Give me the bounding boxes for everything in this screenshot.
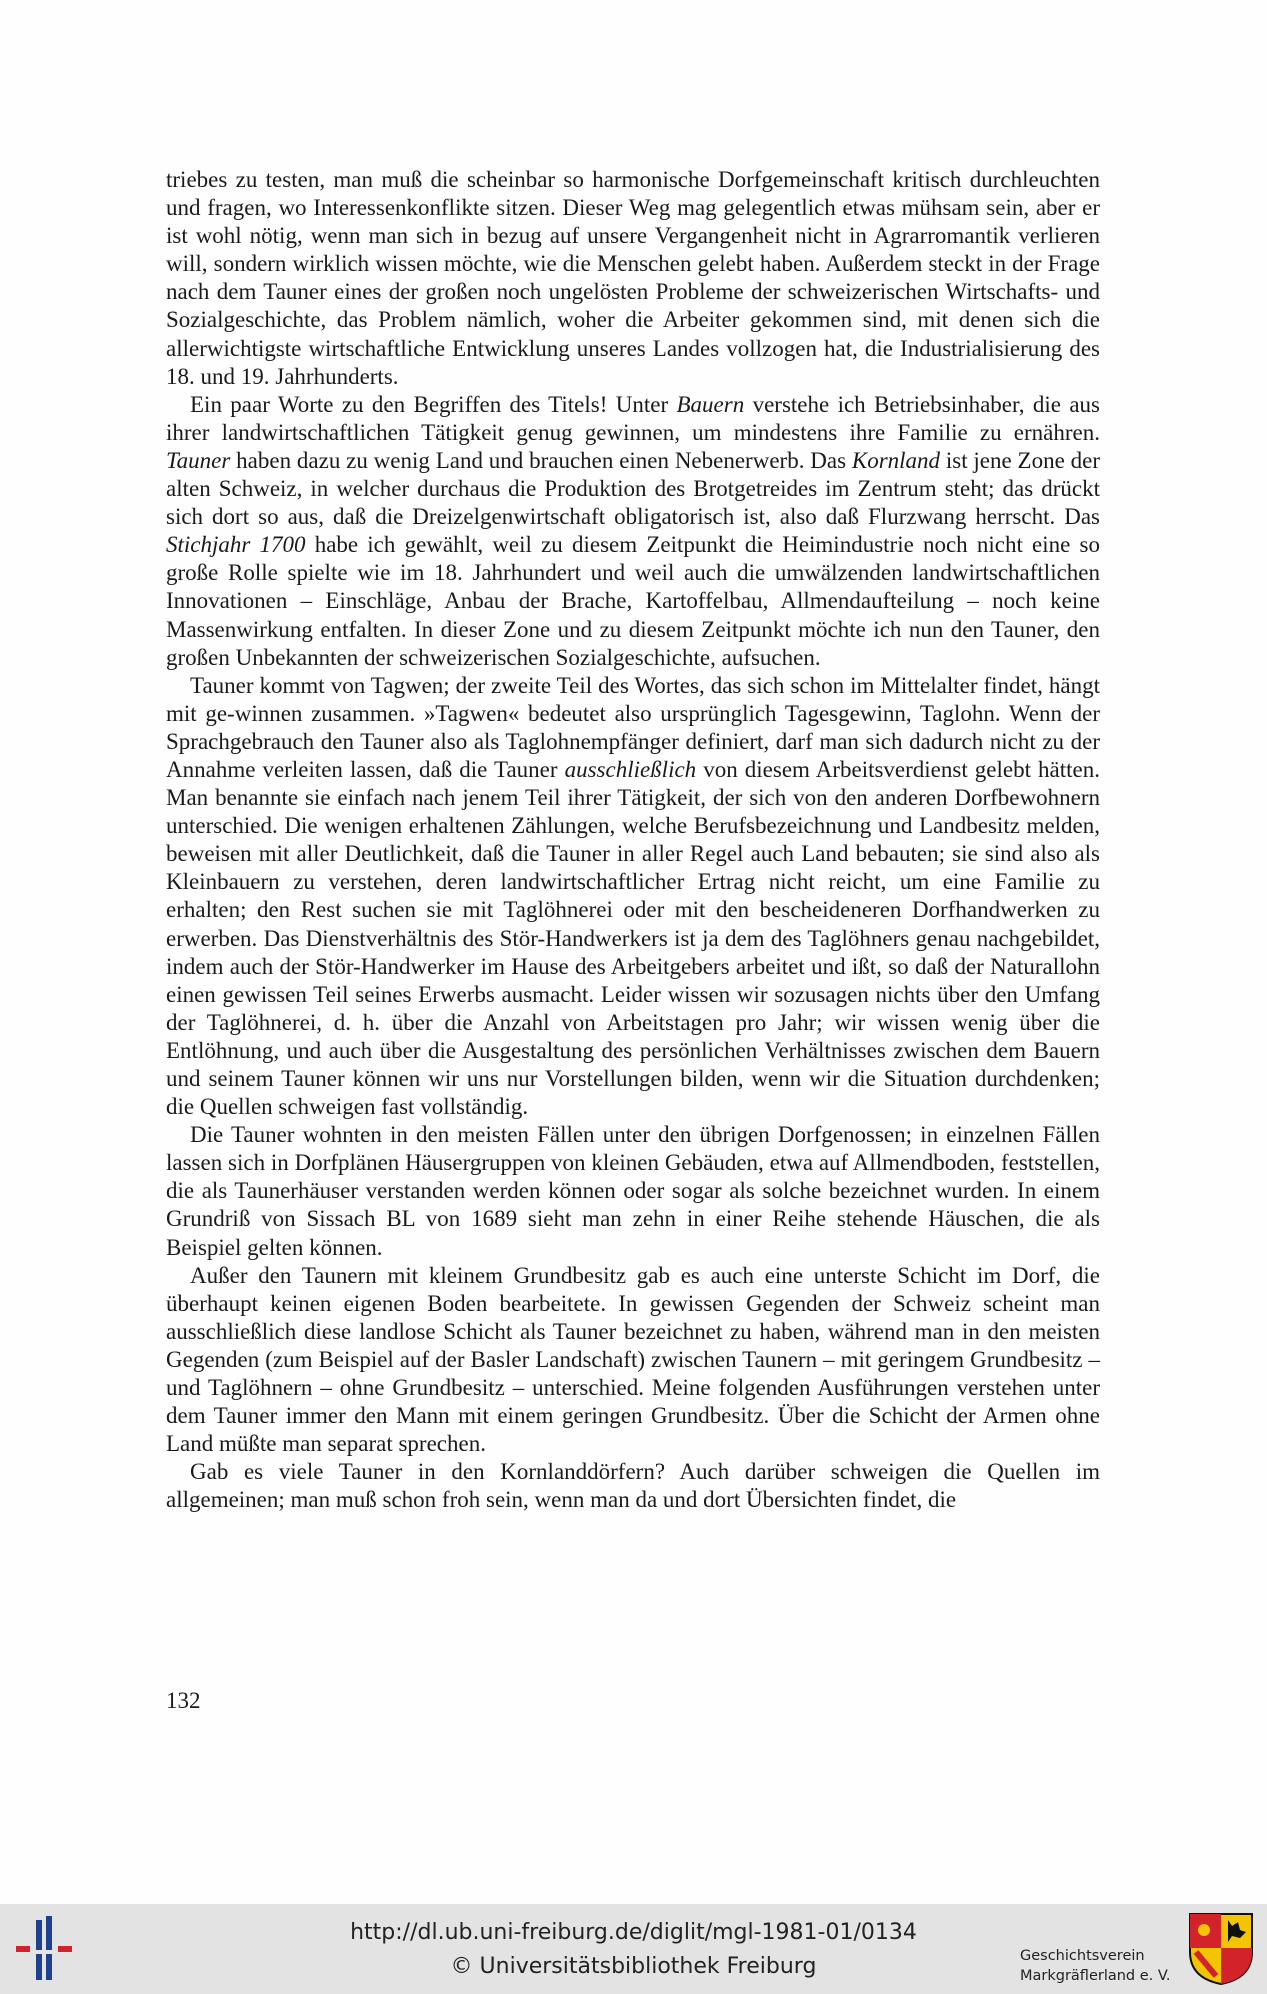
- paragraph-text: Tauner kommt von Tagwen; der zweite Teil des Wortes, das sich schon im Mittelalter findet, hängt mit ge-winnen zusammen. »Tagwen« bedeutet also ursprünglich Tagesgewinn, Taglohn. Wenn der Sprachgebrauch den Tauner also als Taglohnempfänger definiert, darf man sich dadurch nicht zu der Annahme verleiten lassen, daß die Tauner: [166, 672, 1100, 782]
- paragraph-text: triebes zu testen, man muß die scheinbar so harmonische Dorfgemeinschaft kritisch durchleuchten und fragen, wo Interessenkonflikte sitzen. Dieser Weg mag gelegentlich etwas mühsam sein, aber er ist wohl nötig, wenn man sich in bezug auf unsere Vergangenheit nicht in Agrarromantik verlieren will, sondern wirklich wissen möchte, wie die Menschen gelebt haben. Außerdem steckt in der Frage nach dem Tauner eines der großen noch ungelösten Probleme der schweizerischen Wirtschafts- und Sozialgeschichte, das Problem nämlich, woher die Arbeiter gekommen sind, mit denen sich die allerwichtigste wirtschaftliche Entwicklung unseres Landes vollzogen hat, die Industrialisierung des 18. und 19. Jahrhunderts.: [166, 167, 1100, 389]
- society-name: [1020, 1946, 1180, 1986]
- paragraph-text: von diesem Arbeitsverdienst gelebt hätten. Man benannte sie einfach nach jenem Teil ihrer Tätigkeit, der sich von den anderen Dorfbewohnern unterschied. Die wenigen erhaltenen Zählungen, welche Berufsbezeichnung und Landbesitz melden, beweisen mit aller Deutlichkeit, daß die Tauner in aller Regel auch Land bebauten; sie sind also als Kleinbauern zu verstehen, deren landwirtschaftlicher Ertrag nicht reicht, um eine Familie zu erhalten; den Rest suchen sie mit Taglöhnerei oder mit den bescheideneren Dorfhandwerken zu erwerben. Das Dienstverhältnis des Stör-Handwerkers ist ja dem des Taglöhners genau nachgebildet, indem auch der Stör-Handwerker im Hause des Arbeitgebers arbeitet und ißt, so daß der Naturallohn einen gewissen Teil seines Erwerbs ausmacht. Leider wissen wir sozusagen nichts über den Umfang der Taglöhnerei, d. h. über die Anzahl von Arbeitstagen pro Jahr; wir wissen wenig über die Entlöhnung, und auch über die Ausgestaltung des persönlichen Verhältnisses zwischen dem Bauern und seinem Tauner können wir uns nur Vorstellungen bilden, wenn wir die Situation durchdenken; die Quellen schweigen fast vollständig.: [166, 756, 1100, 1120]
- paragraph: [166, 391, 1100, 672]
- paragraph: [166, 672, 1100, 1122]
- permalink-link[interactable]: http://dl.ub.uni-freiburg.de/diglit/mgl-1981-01/0134: [350, 1920, 917, 1945]
- emphasis-text: Kornland: [851, 447, 941, 473]
- paragraph-text: Außer den Taunern mit kleinem Grundbesitz gab es auch eine unterste Schicht im Dorf, die überhaupt keinen eigenen Boden bearbeitete. In gewissen Gegenden der Schweiz scheint man ausschließlich diese landlose Schicht als Tauner bezeichnet zu haben, während man in den meisten Gegenden (zum Beispiel auf der Basler Landschaft) zwischen Taunern – mit geringem Grundbesitz – und Taglöhnern – ohne Grundbesitz – unterschied. Meine folgenden Ausführungen verstehen unter dem Tauner immer den Mann mit einem geringen Grundbesitz. Über die Schicht der Armen ohne Land müßte man separat sprechen.: [166, 1262, 1100, 1457]
- emphasis-text: Tauner: [166, 447, 231, 473]
- paragraph-text: Gab es viele Tauner in den Kornlanddörfern? Auch darüber schweigen die Quellen im allgemeinen; man muß schon froh sein, wenn man da und dort Übersichten findet, die: [166, 1459, 1100, 1513]
- society-name-line1: Geschichtsverein: [1020, 1948, 1145, 1964]
- emphasis-text: Bauern: [676, 391, 745, 417]
- society-name-line2: Markgräflerland e. V.: [1020, 1968, 1171, 1984]
- body-text: [166, 166, 1100, 1515]
- paragraph-text: verstehe ich Betriebsinhaber, die aus ihrer landwirtschaftlichen Tätigkeit genug gewinnen, um mindestens ihre Familie zu ernähren.: [166, 391, 1100, 445]
- paragraph: [166, 1262, 1100, 1459]
- page-number: 132: [166, 1688, 201, 1713]
- paragraph: [166, 1121, 1100, 1261]
- paragraph-text: haben dazu zu wenig Land und brauchen einen Nebenerwerb. Das: [230, 447, 852, 473]
- emphasis-text: Stichjahr 1700: [166, 532, 306, 558]
- paragraph-text: habe ich gewählt, weil zu diesem Zeitpunkt die Heimindustrie noch nicht eine so große Rolle spielte wie im 18. Jahrhundert und weil auch die umwälzenden landwirtschaftlichen Innovationen – Einschläge, Anbau der Brache, Kartoffelbau, Allmendaufteilung – noch keine Massenwirkung entfalten. In dieser Zone und zu diesem Zeitpunkt möchte ich nun den Tauner, den großen Unbekannten der schweizerischen Sozialgeschichte, aufsuchen.: [166, 532, 1100, 670]
- emphasis-text: ausschließlich: [564, 756, 697, 782]
- paragraph: [166, 1458, 1100, 1514]
- paragraph: [166, 166, 1100, 391]
- coat-of-arms-icon: [1188, 1912, 1254, 1986]
- paragraph-text: Die Tauner wohnten in den meisten Fällen unter den übrigen Dorfgenossen; in einzelnen Fällen lassen sich in Dorfplänen Häusergruppen von kleinen Gebäuden, etwa auf Allmendboden, feststellen, die als Taunerhäuser verstanden werden können oder sogar als solche bezeichnet wurden. In einem Grundriß von Sissach BL von 1689 sieht man zehn in einer Reihe stehende Häuschen, die als Beispiel gelten können.: [166, 1122, 1100, 1260]
- viewer-footer: [0, 1904, 1267, 1994]
- paragraph-text: ist jene Zone der alten Schweiz, in welcher durchaus die Produktion des Brotgetreides im Zentrum steht; das drückt sich dort so aus, daß die Dreizelgenwirtschaft obligatorisch ist, also daß Flurzwang herrscht. Das: [166, 447, 1100, 530]
- paragraph-text: Ein paar Worte zu den Begriffen des Titels! Unter: [190, 391, 677, 417]
- copyright-text: © Universitätsbibliothek Freiburg: [450, 1954, 817, 1979]
